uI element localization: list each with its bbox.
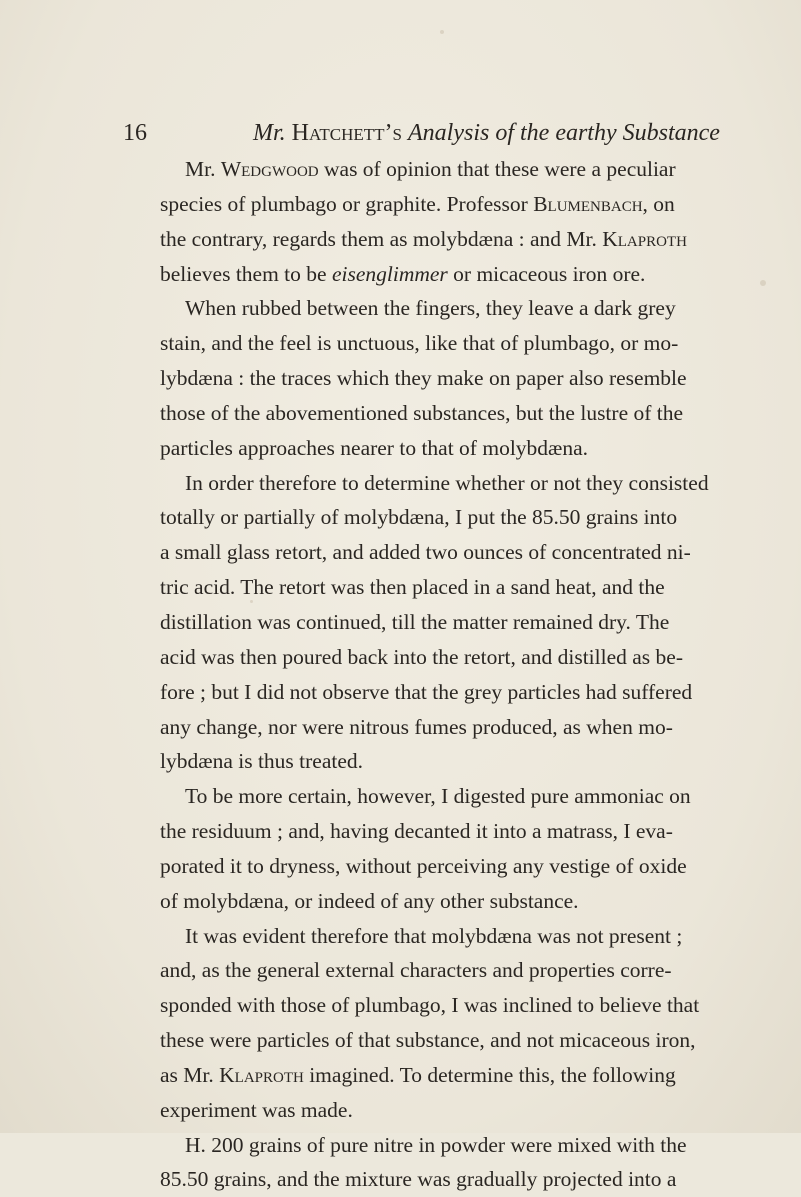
text-line: the residuum ; and, having decanted it into a matrass, I eva- [160,819,673,844]
text-line: of molybdæna, or indeed of any other substance. [160,888,579,913]
text-line: lybdæna is thus treated. [160,749,364,774]
text-line: species of plumbago or graphite. Professor Blumenbach, on [160,191,675,216]
text-line: tric acid. The retort was then placed in a sand heat, and the [160,575,665,600]
text-line: any change, nor were nitrous fumes produced, as when mo- [160,714,673,739]
text-line: believes them to be eisenglimmer or micaceous iron ore. [160,261,646,286]
body-text [160,152,709,1197]
running-head-mr: Mr. [253,120,286,146]
text-line: sponded with those of plumbago, I was inclined to believe that [160,993,700,1018]
text-line: Mr. Wedgwood was of opinion that these were a peculiar [185,157,676,181]
text-line: porated it to dryness, without perceiving any vestige of oxide [160,853,687,878]
page-number: 16 [123,120,147,146]
text-line: a small glass retort, and added two ounces of concentrated ni- [160,540,691,565]
paper-spot [760,280,766,286]
text-line: lybdæna : the traces which they make on paper also resemble [160,366,687,391]
text-line: acid was then poured back into the retort, and distilled as be- [160,644,684,669]
text-line: 85.50 grains, and the mixture was gradually projected into a [160,1167,677,1192]
text-line: the contrary, regards them as molybdæna : and Mr. Klaproth [160,226,687,251]
running-head-name: Hatchett’s [291,120,402,146]
text-line: experiment was made. [160,1097,353,1122]
text-line: these were particles of that substance, and not micaceous iron, [160,1028,696,1053]
running-head [253,115,720,151]
text-line: H. 200 grains of pure nitre in powder were mixed with the [185,1132,687,1157]
text-line: and, as the general external characters and properties corre- [160,958,672,983]
text-line: stain, and the feel is unctuous, like that of plumbago, or mo- [160,331,679,356]
text-line: It was evident therefore that molybdæna was not present ; [185,923,683,948]
text-line: When rubbed between the fingers, they leave a dark grey [185,296,676,321]
text-line: To be more certain, however, I digested pure ammoniac on [185,784,691,809]
text-line: particles approaches nearer to that of molybdæna. [160,435,589,460]
running-head-title: Analysis of the earthy Substance [408,120,720,146]
text-line: those of the abovementioned substances, but the lustre of the [160,400,684,425]
running-header [123,115,720,151]
text-line: fore ; but I did not observe that the grey particles had suffered [160,679,693,704]
text-line: distillation was continued, till the matter remained dry. The [160,609,670,634]
text-line: In order therefore to determine whether or not they consisted [185,470,709,495]
text-line: totally or partially of molybdæna, I put the 85.50 grains into [160,505,678,530]
paper-spot [440,30,444,34]
text-line: as Mr. Klaproth imagined. To determine this, the following [160,1062,676,1087]
